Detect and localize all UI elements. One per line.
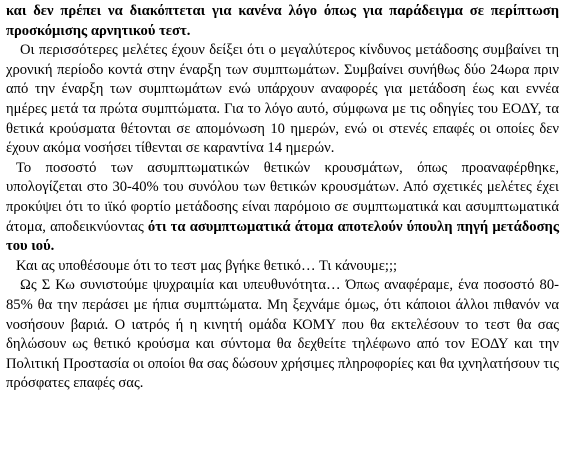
paragraph-asymptomatic <box>6 159 559 257</box>
paragraph-continuation <box>6 2 559 41</box>
paragraph-transmission-timing <box>6 41 559 159</box>
bold-text: και δεν πρέπει να διακόπτεται για κανένα λόγο όπως για παράδειγμα σε περίπτωση προσκόμισης αρνητικού τεστ. <box>6 3 559 39</box>
body-text: Οι περισσότερες μελέτες έχουν δείξει ότι ο μεγαλύτερος κίνδυνος μετάδοσης συμβαίνει τη χρονική περίοδο κοντά στην έναρξη των συμπτωμάτων. Συμβαίνει συνήθως δύο 24ωρα πριν από την έναρξη των συμπτωμάτων ενώ υπάρχουν αναφορές για μετάδοση έως και εννέα ημέρες μετά τα πρώτα συμπτώματα. Για το λόγο αυτό, σύμφωνα με τις οδηγίες του ΕΟΔΥ, τα θετικά κρούσματα θέτονται σε απομόνωση 10 ημερών, ενώ οι στενές επαφές οι οποίες δεν έχουν ακόμα νοσήσει τίθενται σε καραντίνα 14 ημερών. <box>6 42 559 157</box>
body-text: Ως Σ Κω συνιστούμε ψυχραιμία και υπευθυνότητα… Όπως αναφέραμε, ένα ποσοστό 80-85% θα την περάσει με ήπια συμπτώματα. Μη ξεχνάμε όμως, ότι κάποιοι άλλοι πιθανόν να νοσήσουν βαριά. Ο ιατρός ή η κινητή ομάδα ΚΟΜΥ που θα εκτελέσουν το τεστ θα σας δηλώσουν ως θετικό κρούσμα και σύντομα θα δεχθείτε τηλέφωνο από τον ΕΟΔΥ και την Πολιτική Προστασία οι οποίοι θα σας δώσουν χρήσιμες πληροφορίες και θα ιχνηλατήσουν τις πρόσφατες επαφές σας. <box>6 277 559 392</box>
body-text: Το ποσοστό των ασυμπτωματικών θετικών κρουσμάτων, όπως προαναφέρθηκε, υπολογίζεται στο 30-40% του συνόλου των θετικών κρουσμάτων. Από σχετικές μελέτες έχει προκύψει ότι το ιϊκό φορτίο μετάδοσης είναι παρόμοιο σε συμπτωματικά και ασυμπτωματικά άτομα, αποδεικνύοντας <box>6 159 559 235</box>
paragraph-recommendations <box>6 276 559 394</box>
body-text: Και ας υποθέσουμε ότι το τεστ μας βγήκε θετικό… Τι κάνουμε;;; <box>16 257 398 274</box>
paragraph-positive-question <box>6 257 559 277</box>
document-page <box>0 2 573 453</box>
bold-text: ότι τα ασυμπτωματικά άτομα αποτελούν ύπουλη πηγή μετάδοσης του ιού. <box>6 218 559 255</box>
